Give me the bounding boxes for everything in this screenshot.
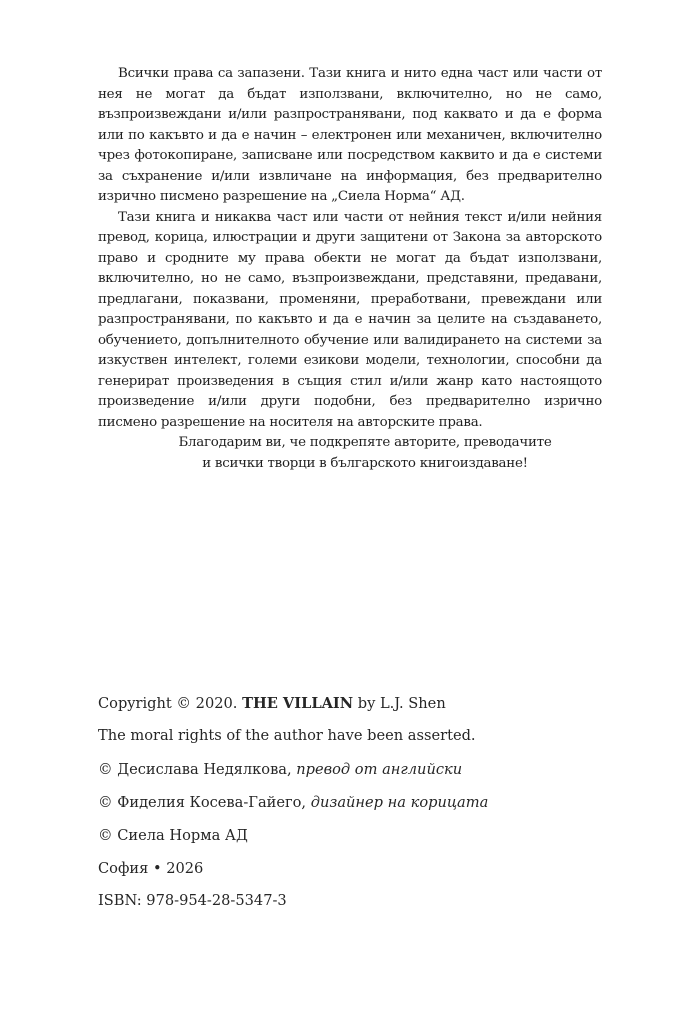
rights-paragraph-2: Тази книга и никаква част или части от нейния текст и/или нейния превод, корица, илюстрации и други защитени от Закона за авторското право и сродните му права обекти не могат да бъдат използвани, включително, но не само, възпроизвеждани, представяни, предавани, предлагани, показвани, променяни, преработвани, превеждани или разпространявани, по какъвто и да е начин за целите на създаването, обучението, допълнителното обучение или валидирането на системи за изкуствен интелект, големи езикови модели, технологии, способни да генерират произведения в същия стил и/или жанр като настоящото произведение и/или други подобни, без предварително изрично писмено разрешение на носителя на авторските права.	[98, 209, 602, 430]
moral-rights-line: The moral rights of the author have been asserted.	[98, 727, 476, 744]
rights-paragraph-1: Всички права са запазени. Тази книга и нито една част или части от нея не могат да бъдат използвани, включително, но не само, възпроизвеждани и/или разпространявани, под каквато и да е форма или по какъвто и да е начин – електронен или механичен, включително чрез фотокопиране, записване или посредством каквито и да е системи за съхранение и/или извличане на информация, без предварително изрично писмено разрешение на „Сиела Норма“ АД.	[98, 66, 602, 204]
place-year-line: София • 2026	[98, 860, 204, 877]
designer-line	[98, 793, 488, 813]
translator-name: © Десислава Недялкова,	[98, 761, 297, 778]
translator-line	[98, 760, 462, 780]
thanks-line-1: Благодарим ви, че подкрепяте авторите, преводачите	[178, 435, 552, 450]
rights-notice	[98, 64, 602, 474]
publisher-line: © Сиела Норма АД	[98, 827, 248, 844]
book-title: THE VILLAIN	[242, 695, 354, 712]
copyright-prefix: Copyright © 2020.	[98, 695, 243, 712]
thanks-line-2: и всички творци в българското книгоиздаване!	[202, 455, 528, 471]
translator-role: превод от английски	[296, 761, 463, 778]
copyright-author: by L.J. Shen	[353, 695, 446, 712]
copyright-line	[98, 694, 446, 714]
designer-role: дизайнер на корицата	[310, 794, 489, 811]
isbn-line: ISBN: 978-954-28-5347-3	[98, 892, 287, 909]
designer-name: © Фиделия Косева-Гайего,	[98, 794, 311, 811]
